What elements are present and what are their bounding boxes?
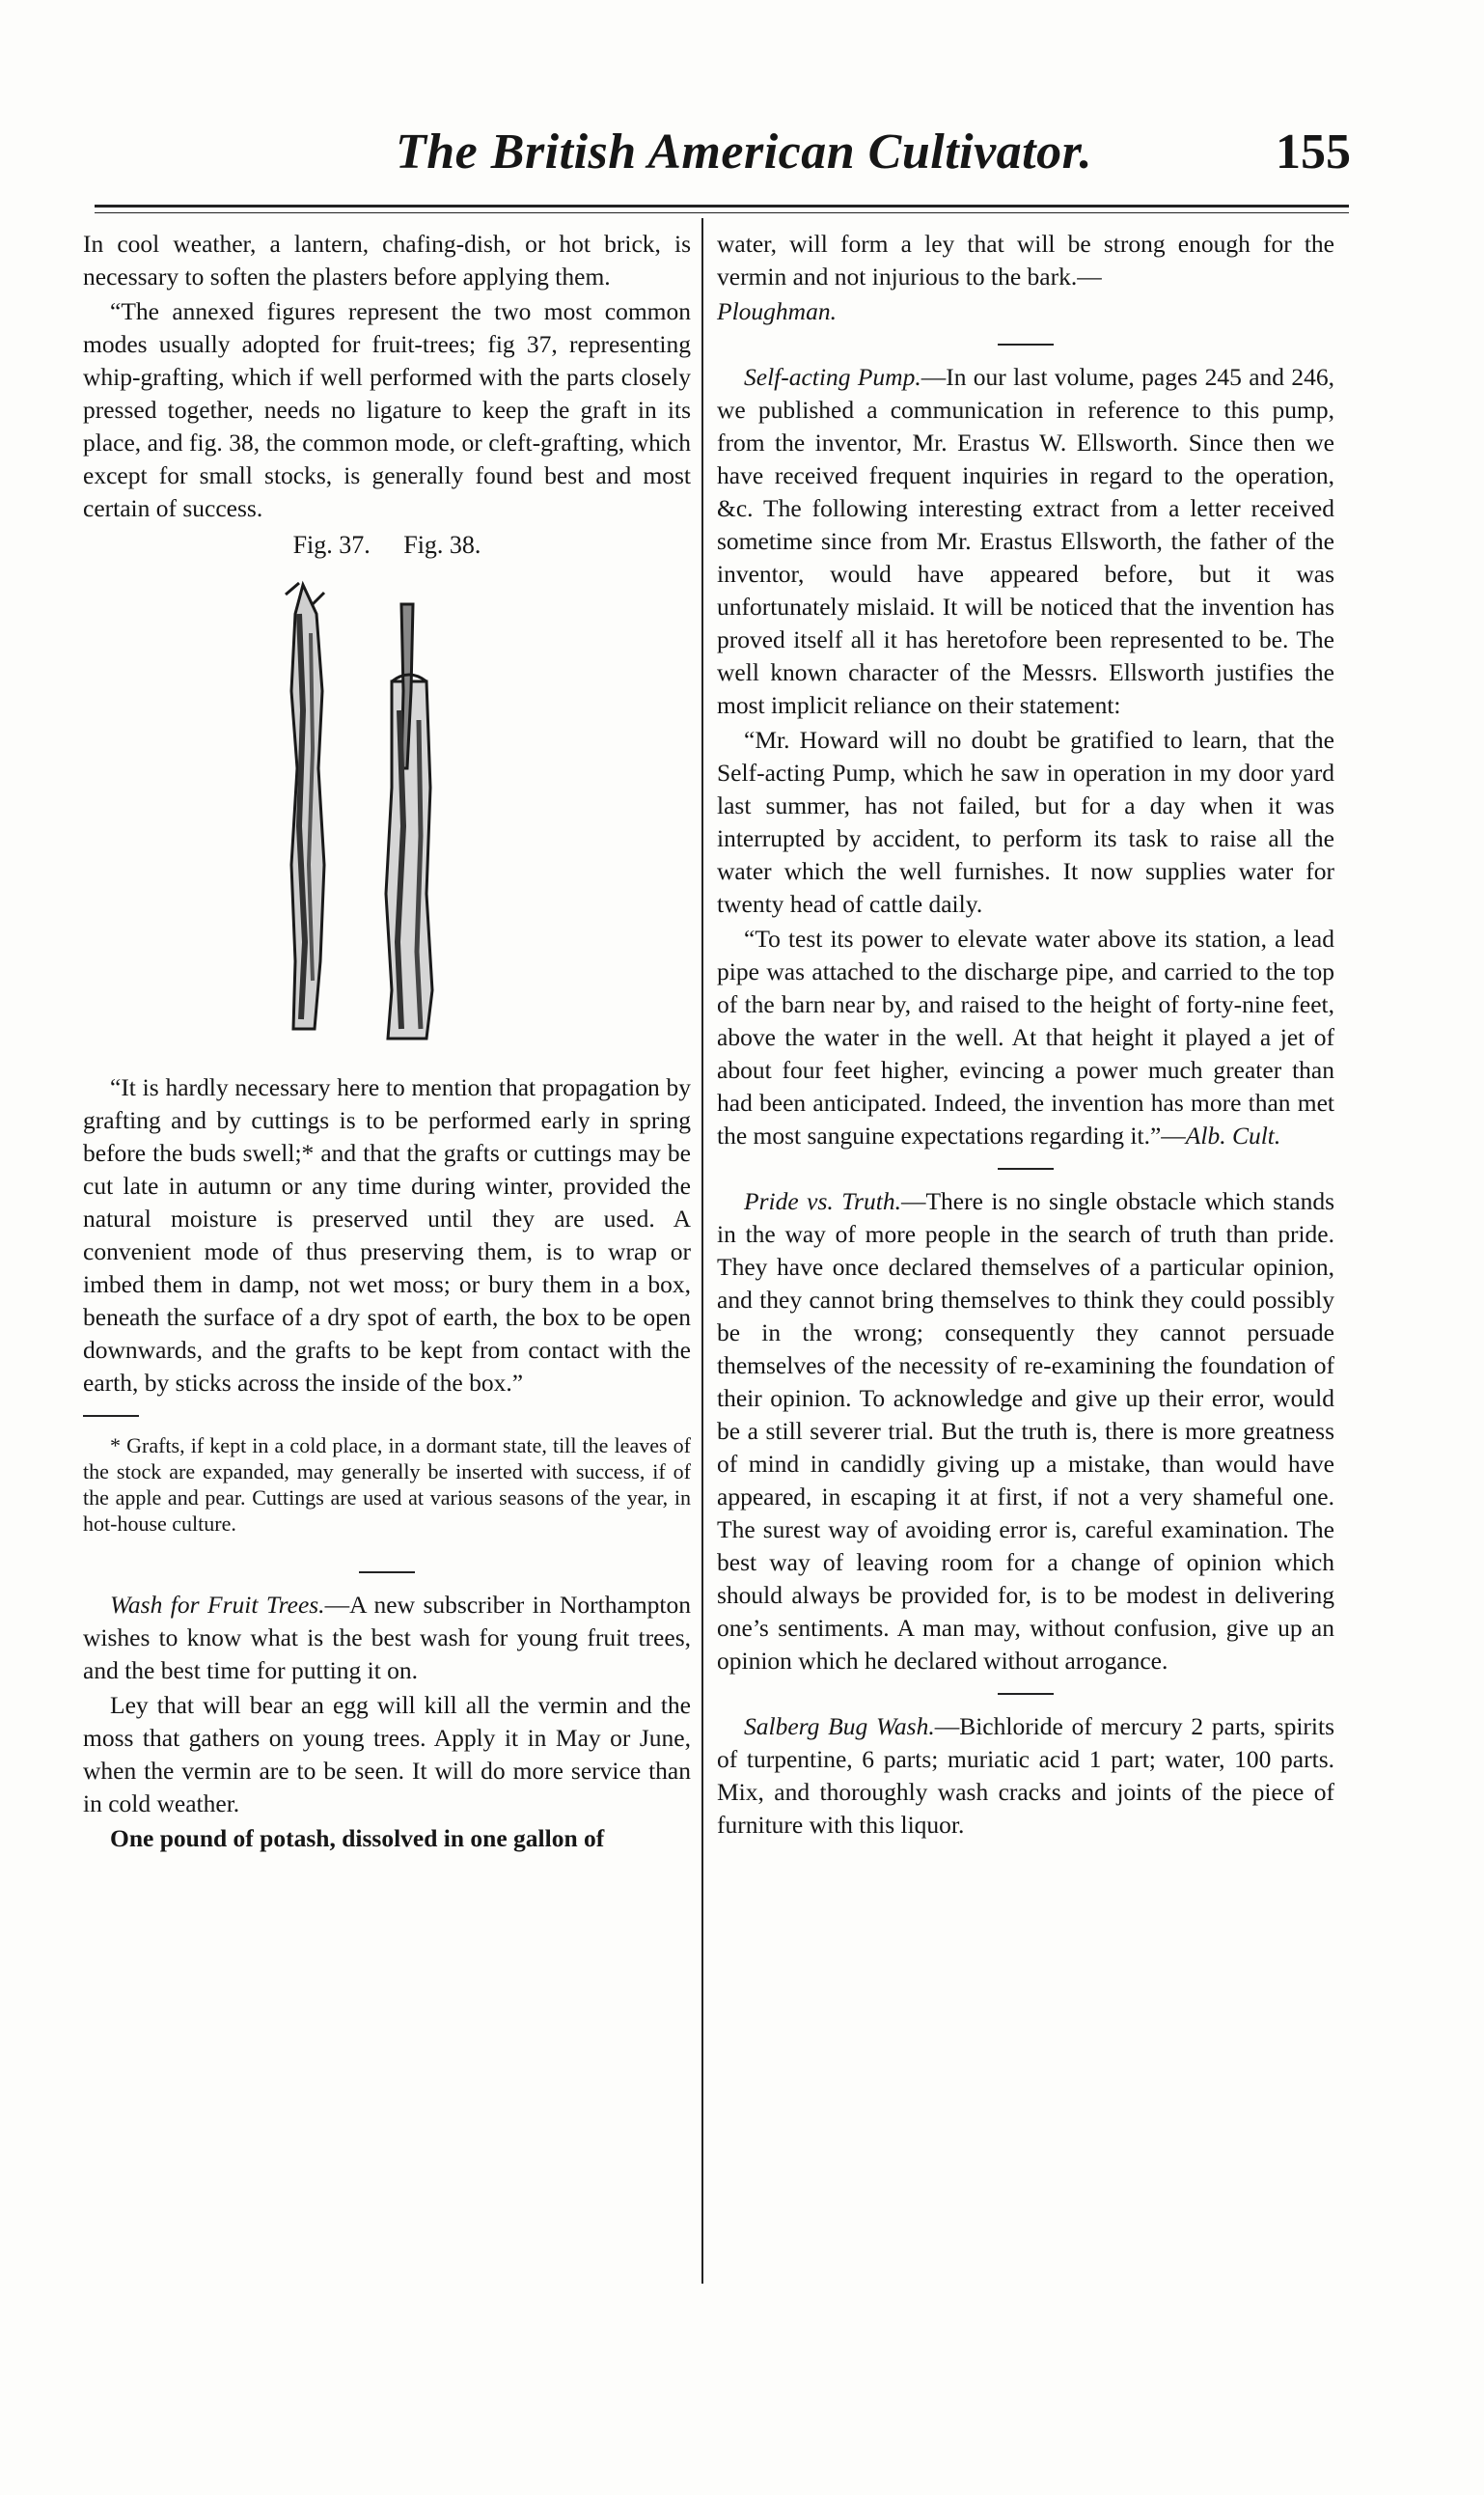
grafting-illustration xyxy=(257,575,508,1048)
page-header xyxy=(77,124,1351,201)
whip-graft-drawing xyxy=(286,583,324,1029)
paragraph-howard: “Mr. Howard will no doubt be gratified to learn, that the Self-acting Pump, which he saw in operation in my door yard last summer, has not failed, but for a day when it was interrupted by accident, to perform its task to raise all the water which the well furnishes. It now supplies water for twenty head of cattle daily. xyxy=(717,726,1334,918)
signature-alb-cult: Alb. Cult. xyxy=(1185,1122,1281,1150)
signature-ploughman: Ploughman. xyxy=(717,297,837,325)
bug-body: —Bichloride of mercury 2 parts, spirits of turpentine, 6 parts; muriatic acid 1 part; water, 100 parts. Mix, and thoroughly wash cracks and joints of the piece of furniture with this liquor. xyxy=(717,1712,1334,1839)
left-column xyxy=(83,228,691,1857)
section-separator-1 xyxy=(998,344,1054,346)
section-separator xyxy=(359,1571,415,1573)
paragraph-salberg-bug-wash xyxy=(717,1710,1334,1842)
test-body: “To test its power to elevate water above its station, a lead pipe was attached to the discharge pipe, and carried to the top of the barn near by, and raised to the height of forty-nine feet, above the water in the well. At that height it played a jet of about four feet higher, evincing a power much greater than had been anticipated. Indeed, the invention has more than met the most sanguine expectations regarding it.”— xyxy=(717,925,1334,1150)
pride-body: —There is no single obstacle which stands in the way of more people in the search of truth than pride. They have once declared themselves of a particular opinion, and they cannot bring themselves to think they could possibly be in the wrong; consequently they cannot persuade themselves of the necessity of re-examining the foundation of their opinion. To acknowledge and give up their error, would be a still severer trial. But the truth is, there is more greatness of mind in candidly giving up a mistake, than would have appeared, in escaping it at first, if not a very shameful one. The surest way of avoiding error is, careful examination. The best way of leaving room for a change of opinion which should always be provided for, is to be modest in delivering one’s sentiments. A man may, without confusion, give up an opinion which he declared without arrogance. xyxy=(717,1187,1334,1675)
fig-37-caption: Fig. 37. xyxy=(292,531,371,559)
page-number: 155 xyxy=(1276,125,1351,180)
running-title: The British American Cultivator. xyxy=(396,125,1092,180)
figure-captions xyxy=(83,529,691,562)
wash-heading: Wash for Fruit Trees. xyxy=(110,1591,325,1619)
fig-38-caption: Fig. 38. xyxy=(403,531,481,559)
bug-heading: Salberg Bug Wash. xyxy=(744,1712,935,1740)
column-divider xyxy=(701,218,703,2284)
pride-heading: Pride vs. Truth. xyxy=(744,1187,901,1215)
paragraph-plasters: In cool weather, a lantern, chafing-dish, or hot brick, is necessary to soften the plasters before applying them. xyxy=(83,230,691,291)
section-separator-2 xyxy=(998,1168,1054,1170)
section-separator-3 xyxy=(998,1693,1054,1695)
footnote: * Grafts, if kept in a cold place, in a dormant state, till the leaves of the stock are expanded, may generally be inserted with success, if of the apple and pear. Cuttings are used at various seasons of the year, in hot-house culture. xyxy=(83,1433,691,1536)
pump-heading: Self-acting Pump. xyxy=(744,363,921,391)
paragraph-pride-vs-truth xyxy=(717,1185,1334,1677)
paragraph-ley: Ley that will bear an egg will kill all the vermin and the moss that gathers on young trees. Apply it in May or June, when the vermin are to be seen. It will do more service than in cold weather. xyxy=(83,1691,691,1817)
header-rule xyxy=(95,205,1349,213)
paragraph-propagation: “It is hardly necessary here to mention that propagation by grafting and by cuttings is to be performed early in spring before the buds swell;* and that the grafts or cuttings may be cut late in autumn or any time during winter, provided the natural moisture is preserved until they are used. A convenient mode of thus preserving them, is to wrap or imbed them in damp, not wet moss; or bury them in a box, beneath the surface of a dry spot of earth, the box to be open downwards, and the grafts to be kept from contact with the earth, by sticks across the inside of the box.” xyxy=(83,1073,691,1397)
cleft-graft-drawing xyxy=(386,604,432,1039)
wash-body: —A new subscriber in Northampton wishes to know what is the best wash for young fruit trees, and the best time for putting it on. xyxy=(83,1591,691,1684)
footnote-separator xyxy=(83,1415,139,1417)
paragraph-potash: One pound of potash, dissolved in one gallon of xyxy=(110,1824,605,1852)
right-column xyxy=(717,228,1334,1844)
grafting-figure xyxy=(83,575,691,1058)
paragraph-wash-fruit-trees xyxy=(83,1589,691,1687)
paragraph-self-acting-pump xyxy=(717,361,1334,722)
paragraph-continuation: water, will form a ley that will be strong enough for the vermin and not injurious to the bark.— xyxy=(717,230,1334,291)
paragraph-grafting-modes: “The annexed figures represent the two most common modes usually adopted for fruit-trees; fig 37, representing whip-grafting, which if well performed with the parts closely pressed together, needs no ligature to keep the graft in its place, and fig. 38, the common mode, or cleft-grafting, which except for small stocks, is generally found best and most certain of success. xyxy=(83,297,691,522)
paragraph-test xyxy=(717,923,1334,1152)
pump-body: —In our last volume, pages 245 and 246, we published a communication in reference to this pump, from the inventor, Mr. Erastus W. Ellsworth. Since then we have received frequent inquiries in regard to the operation, &c. The following interesting extract from a letter received sometime since from Mr. Erastus Ellsworth, the father of the inventor, would have appeared before, but it was unfortunately mislaid. It will be noticed that the invention has proved itself all it has heretofore been represented to be. The well known character of the Messrs. Ellsworth justifies the most implicit reliance on their statement: xyxy=(717,363,1334,719)
